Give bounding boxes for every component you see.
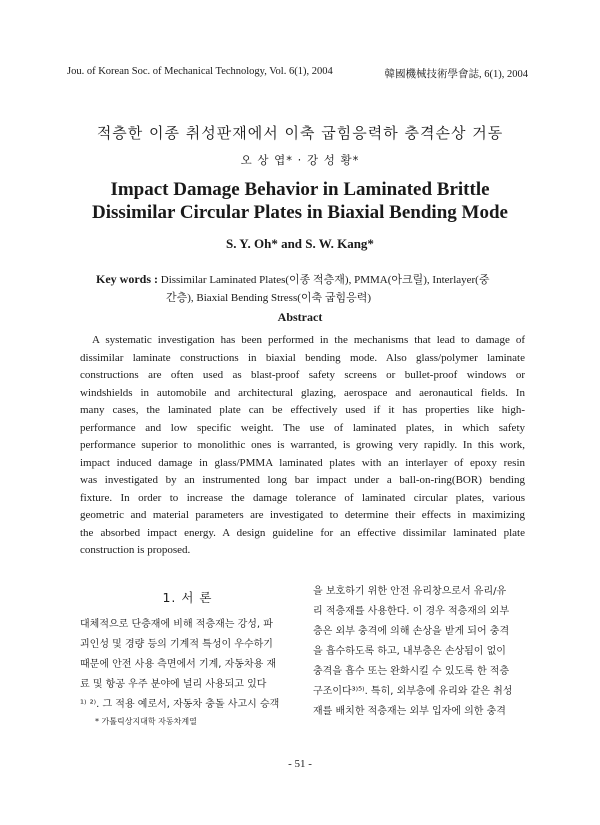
body-column-right: [313, 582, 535, 722]
abstract-line: constructions are often used as blast-proof safety screens or bullet-proof windows or: [80, 369, 525, 381]
body-line: 리 적층재를 사용한다. 이 경우 적층재의 외부: [313, 606, 510, 617]
body-line: 층은 외부 충격에 의해 손상을 받게 되어 충격: [313, 626, 510, 637]
keywords: [96, 270, 526, 307]
abstract-line: many cases, the laminated plate can be effectively used if it has properties like high-: [80, 404, 525, 416]
abstract-line: fixture. In order to increase the damage tolerance of laminated circular plates, various: [80, 491, 525, 504]
korean-authors: 오 상 엽* · 강 성 황*: [240, 153, 360, 167]
body-line: 을 흡수하도록 하고, 내부층은 손상됨이 없이: [313, 646, 506, 657]
body-line: 료 및 항공 우주 분야에 널리 사용되고 있다: [80, 679, 267, 690]
english-authors: S. Y. Oh* and S. W. Kang*: [226, 236, 374, 251]
keywords-line-1: [96, 270, 526, 289]
author-affiliation-footnote: * 가톨릭상지대학 자동차계열: [95, 717, 197, 726]
journal-header-right: 韓國機械技術學會誌, 6(1), 2004: [384, 69, 528, 80]
english-title-line-1: Impact Damage Behavior in Laminated Brittle: [110, 179, 490, 200]
abstract-line: construction is proposed.: [80, 544, 191, 556]
body-column-left: [80, 615, 302, 715]
abstract-line: geometric and material parameters are investigated to determine their effects in maximizing: [80, 509, 525, 521]
body-line: 괴인성 및 경량 등의 기계적 특성이 우수하기: [80, 639, 273, 650]
english-title-line-2: Dissimilar Circular Plates in Biaxial Bending Mode: [92, 202, 508, 223]
abstract-line: impact induced damage in glass/PMMA laminated plates with an interlayer of epoxy resin: [80, 456, 525, 469]
abstract-line: the absorbed impact energy. A design guideline for an effective dissimilar laminated plate: [80, 526, 525, 539]
keywords-text-2: 간층), Biaxial Bending Stress(이축 굽힘응력): [166, 292, 372, 304]
abstract-line: performance and low specific weight. The use of laminated plates, in which safety: [80, 421, 525, 434]
body-line: 재를 배치한 적층재는 외부 입자에 의한 충격: [313, 706, 506, 717]
page-number: - 51 -: [288, 758, 312, 770]
abstract-line: dissimilar laminate constructions in biaxial bending mode. Also glass/polymer laminate: [80, 351, 525, 364]
english-title: [0, 178, 600, 224]
abstract-line: performance superior to monolithic ones is warranted, is growing very rapidly. In this work,: [80, 439, 525, 451]
body-line: 구조이다³⁾⁵⁾. 특히, 외부층에 유리와 같은 취성: [313, 686, 513, 697]
abstract-line: windshields in automobile and architectural glazing, aerospace and aeronautical fields. In: [80, 386, 525, 399]
body-line: 충격을 흡수 또는 완화시킬 수 있도록 한 적층: [313, 666, 510, 677]
keywords-label: Key words :: [96, 272, 158, 286]
abstract-line: was investigated by an instrumented long bar impact under a ball-on-ring(BOR) bending: [80, 474, 525, 486]
body-line: 대체적으로 단층재에 비해 적층재는 강성, 파: [80, 619, 273, 630]
journal-header-left: Jou. of Korean Soc. of Mechanical Technology, Vol. 6(1), 2004: [67, 66, 333, 77]
abstract-body: [80, 332, 525, 560]
section-heading-introduction: 1. 서 론: [162, 590, 213, 605]
abstract-heading: Abstract: [277, 310, 323, 324]
keywords-text-1: Dissimilar Laminated Plates(이종 적층재), PMMA(아크릴), Interlayer(중: [160, 274, 490, 286]
korean-title: 적층한 이종 취성판재에서 이축 굽힘응력하 충격손상 거동: [96, 124, 504, 142]
body-line: 때문에 안전 사용 측면에서 기계, 자동차용 재: [80, 659, 277, 670]
body-line: 을 보호하기 위한 안전 유리창으로서 유리/유: [313, 586, 507, 597]
body-line: ¹⁾ ²⁾. 그 적용 예로서, 자동차 충돌 사고시 승객: [80, 699, 280, 710]
abstract-line: A systematic investigation has been performed in the mechanisms that lead to damage of: [92, 334, 525, 346]
